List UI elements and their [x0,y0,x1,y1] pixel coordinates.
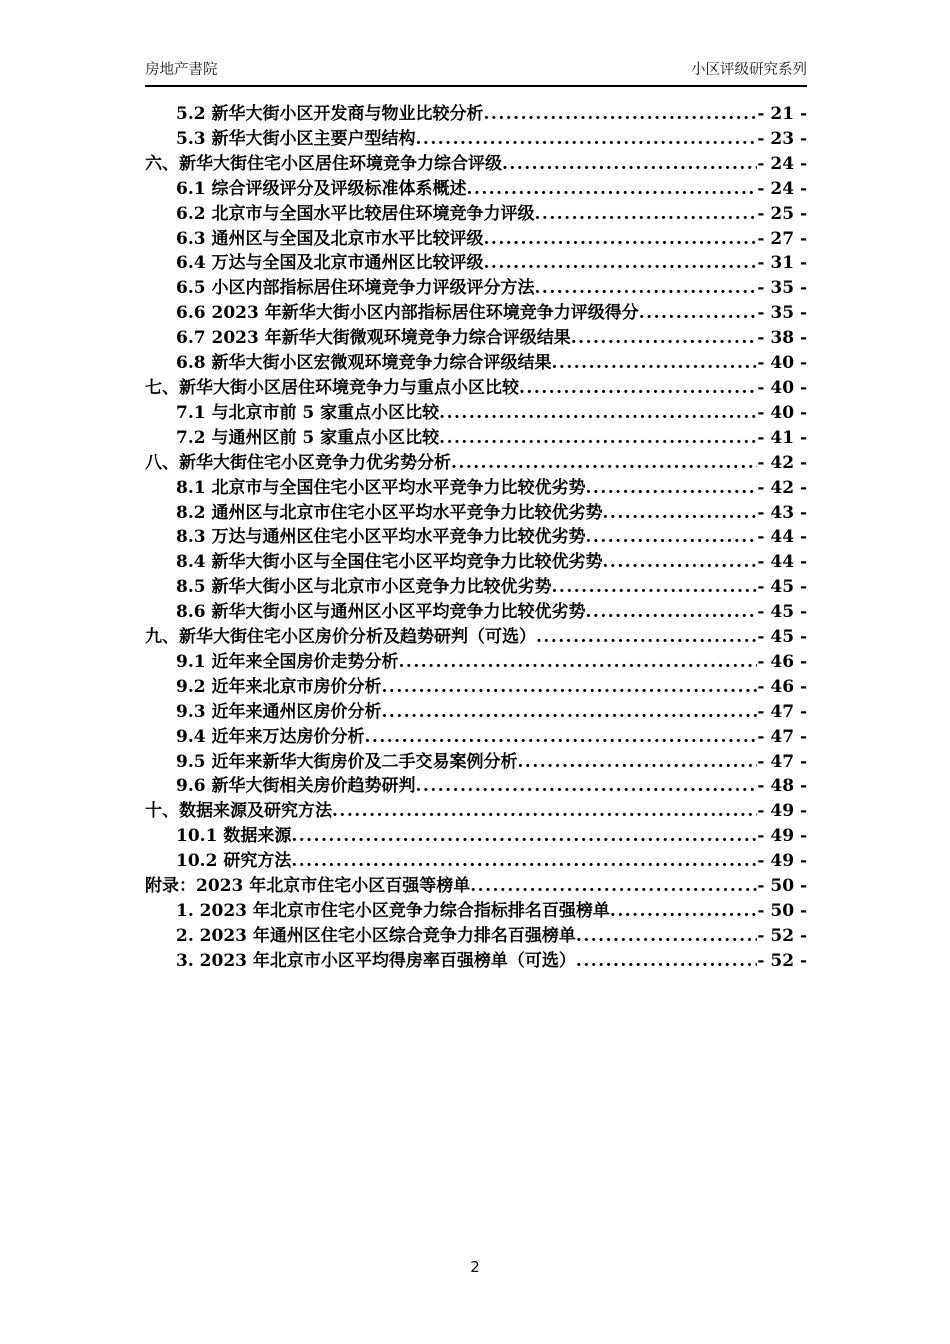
page-footer [0,1258,950,1276]
toc-entry[interactable] [145,326,807,351]
toc-entry[interactable] [145,849,807,874]
toc-entry-page: - 52 - [757,925,807,946]
toc-entry-label: 6.6 2023 年新华大街小区内部指标居住环境竞争力评级得分 [176,303,639,324]
footer-page-number: 2 [470,1258,480,1276]
toc-entry-page: - 21 - [757,104,807,124]
toc-leader-dots [586,525,758,550]
toc-leader-dots [586,600,758,625]
toc-entry-page: - 27 - [757,228,807,249]
toc-entry[interactable] [145,899,807,924]
toc-leader-dots [536,625,757,650]
toc-leader-dots [586,476,758,501]
toc-entry-label: 5.3 新华大街小区主要户型结构 [176,128,416,149]
toc-entry-label: 九、新华大街住宅小区房价分析及趋势研判（可选） [145,627,536,648]
toc-entry[interactable] [145,127,807,152]
toc-entry-page: - 50 - [757,876,807,897]
toc-entry-label: 6.1 综合评级评分及评级标准体系概述 [176,178,467,199]
toc-leader-dots [291,849,757,874]
toc-entry[interactable] [145,924,807,949]
toc-entry[interactable] [145,227,807,252]
toc-leader-dots [484,227,758,252]
toc-leader-dots [484,102,758,127]
toc-entry-page: - 45 - [757,577,807,598]
toc-entry-label: 附录：2023 年北京市住宅小区百强等榜单 [145,876,471,897]
toc-entry[interactable] [145,202,807,227]
toc-entry-page: - 48 - [757,776,807,797]
toc-list [145,102,807,974]
toc-entry-label: 9.5 近年来新华大街房价及二手交易案例分析 [176,751,518,772]
toc-leader-dots [291,824,757,849]
toc-entry[interactable] [145,700,807,725]
toc-entry-page: - 52 - [757,950,807,971]
toc-entry[interactable] [145,774,807,799]
toc-leader-dots [416,127,758,152]
toc-entry-label: 8.6 新华大街小区与通州区小区平均竞争力比较优劣势 [176,602,586,623]
toc-entry-label: 2. 2023 年通州区住宅小区综合竞争力排名百强榜单 [176,925,576,946]
toc-entry-label: 9.4 近年来万达房价分析 [176,726,365,747]
toc-entry[interactable] [145,525,807,550]
toc-leader-dots [439,401,757,426]
toc-entry[interactable] [145,301,807,326]
toc-leader-dots [416,774,758,799]
toc-entry[interactable] [145,725,807,750]
toc-entry[interactable] [145,550,807,575]
toc-leader-dots [332,799,757,824]
toc-entry-label: 6.3 通州区与全国及北京市水平比较评级 [176,228,484,249]
toc-entry[interactable] [145,376,807,401]
toc-entry-page: - 47 - [757,701,807,722]
toc-entry-page: - 40 - [757,377,807,398]
toc-entry-label: 10.1 数据来源 [176,826,292,847]
toc-entry-label: 8.5 新华大街小区与北京市小区竞争力比较优劣势 [176,577,552,598]
toc-entry-label: 七、新华大街小区居住环境竞争力与重点小区比较 [145,377,519,398]
toc-entry-page: - 43 - [757,502,807,523]
toc-entry-page: - 35 - [757,303,807,324]
toc-entry-page: - 47 - [757,726,807,747]
toc-entry-page: - 45 - [757,627,807,648]
toc-entry-page: - 24 - [757,153,807,174]
toc-leader-dots [603,501,758,526]
toc-entry-page: - 49 - [757,801,807,822]
toc-entry[interactable] [145,874,807,899]
toc-entry-label: 8.2 通州区与北京市住宅小区平均水平竞争力比较优劣势 [176,502,603,523]
toc-entry[interactable] [145,501,807,526]
toc-entry-page: - 46 - [757,651,807,672]
toc-leader-dots [639,301,758,326]
toc-entry-label: 6.4 万达与全国及北京市通州区比较评级 [176,253,484,274]
toc-entry-page: - 35 - [757,278,807,299]
toc-entry-label: 十、数据来源及研究方法 [145,801,332,822]
toc-entry-label: 8.1 北京市与全国住宅小区平均水平竞争力比较优劣势 [176,477,586,498]
toc-entry-label: 9.1 近年来全国房价走势分析 [176,651,399,672]
toc-entry-page: - 47 - [757,751,807,772]
toc-entry-label: 10.2 研究方法 [176,851,292,872]
toc-entry[interactable] [145,575,807,600]
toc-entry-label: 9.2 近年来北京市房价分析 [176,676,382,697]
toc-entry-label: 9.3 近年来通州区房价分析 [176,701,382,722]
toc-entry-page: - 23 - [757,128,807,149]
toc-leader-dots [365,725,758,750]
toc-entry[interactable] [145,426,807,451]
toc-entry[interactable] [145,650,807,675]
toc-leader-dots [552,351,758,376]
toc-entry[interactable] [145,401,807,426]
toc-leader-dots [439,426,757,451]
toc-entry[interactable] [145,799,807,824]
toc-entry-page: - 45 - [757,602,807,623]
toc-entry-page: - 24 - [757,178,807,199]
toc-leader-dots [571,326,758,351]
toc-entry-page: - 38 - [757,328,807,349]
toc-entry-label: 9.6 新华大街相关房价趋势研判 [176,776,416,797]
toc-entry[interactable] [145,251,807,276]
toc-entry[interactable] [145,625,807,650]
toc-leader-dots [467,177,758,202]
toc-leader-dots [518,750,758,775]
toc-entry[interactable] [145,351,807,376]
toc-entry-page: - 44 - [757,527,807,548]
toc-entry-page: - 44 - [757,552,807,573]
toc-entry-label: 8.4 新华大街小区与全国住宅小区平均竞争力比较优劣势 [176,552,603,573]
toc-leader-dots [470,874,757,899]
toc-leader-dots [576,949,757,974]
toc-leader-dots [382,675,758,700]
toc-entry-label: 6.7 2023 年新华大街微观环境竞争力综合评级结果 [176,328,571,349]
header-right-text: 小区评级研究系列 [691,62,807,78]
toc-entry-label: 6.5 小区内部指标居住环境竞争力评级评分方法 [176,278,535,299]
toc-entry[interactable] [145,451,807,476]
toc-leader-dots [484,251,758,276]
toc-leader-dots [399,650,758,675]
toc-entry-page: - 40 - [757,353,807,374]
toc-entry-page: - 42 - [757,477,807,498]
toc-entry[interactable] [145,675,807,700]
toc-entry-label: 六、新华大街住宅小区居住环境竞争力综合评级 [145,153,502,174]
toc-leader-dots [610,899,757,924]
toc-entry[interactable] [145,476,807,501]
toc-entry-page: - 41 - [757,427,807,448]
toc-entry-label: 八、新华大街住宅小区竞争力优劣势分析 [145,452,451,473]
toc-entry-page: - 40 - [757,402,807,423]
toc-leader-dots [535,202,758,227]
toc-entry-label: 7.1 与北京市前 5 家重点小区比较 [176,402,440,423]
toc-entry-label: 6.8 新华大街小区宏微观环境竞争力综合评级结果 [176,353,552,374]
toc-leader-dots [552,575,758,600]
toc-entry-page: - 42 - [757,452,807,473]
toc-entry-label: 5.2 新华大街小区开发商与物业比较分析 [176,104,484,124]
toc-entry-page: - 31 - [757,253,807,274]
toc-entry[interactable] [145,600,807,625]
toc-entry-label: 8.3 万达与通州区住宅小区平均水平竞争力比较优劣势 [176,527,586,548]
toc-entry-page: - 50 - [757,901,807,921]
toc-leader-dots [535,276,758,301]
toc-entry[interactable] [145,276,807,301]
toc-leader-dots [576,924,757,949]
toc-leader-dots [382,700,758,725]
toc-entry-page: - 25 - [757,203,807,224]
toc-entry[interactable] [145,102,807,127]
toc-entry[interactable] [145,152,807,177]
toc-entry[interactable] [145,177,807,202]
toc-entry[interactable] [145,949,807,974]
toc-entry-label: 6.2 北京市与全国水平比较居住环境竞争力评级 [176,203,535,224]
toc-leader-dots [519,376,757,401]
toc-entry-page: - 49 - [757,851,807,872]
header-left-text: 房地产書院 [145,62,218,78]
toc-entry[interactable] [145,824,807,849]
page-header [145,58,807,87]
toc-entry-label: 3. 2023 年北京市小区平均得房率百强榜单（可选） [176,950,576,971]
toc-entry[interactable] [145,750,807,775]
toc-entry-label: 1. 2023 年北京市住宅小区竞争力综合指标排名百强榜单 [176,901,610,921]
toc-leader-dots [451,451,757,476]
toc-leader-dots [603,550,758,575]
toc-entry-label: 7.2 与通州区前 5 家重点小区比较 [176,427,440,448]
toc-entry-page: - 49 - [757,826,807,847]
toc-entry-page: - 46 - [757,676,807,697]
toc-leader-dots [502,152,757,177]
